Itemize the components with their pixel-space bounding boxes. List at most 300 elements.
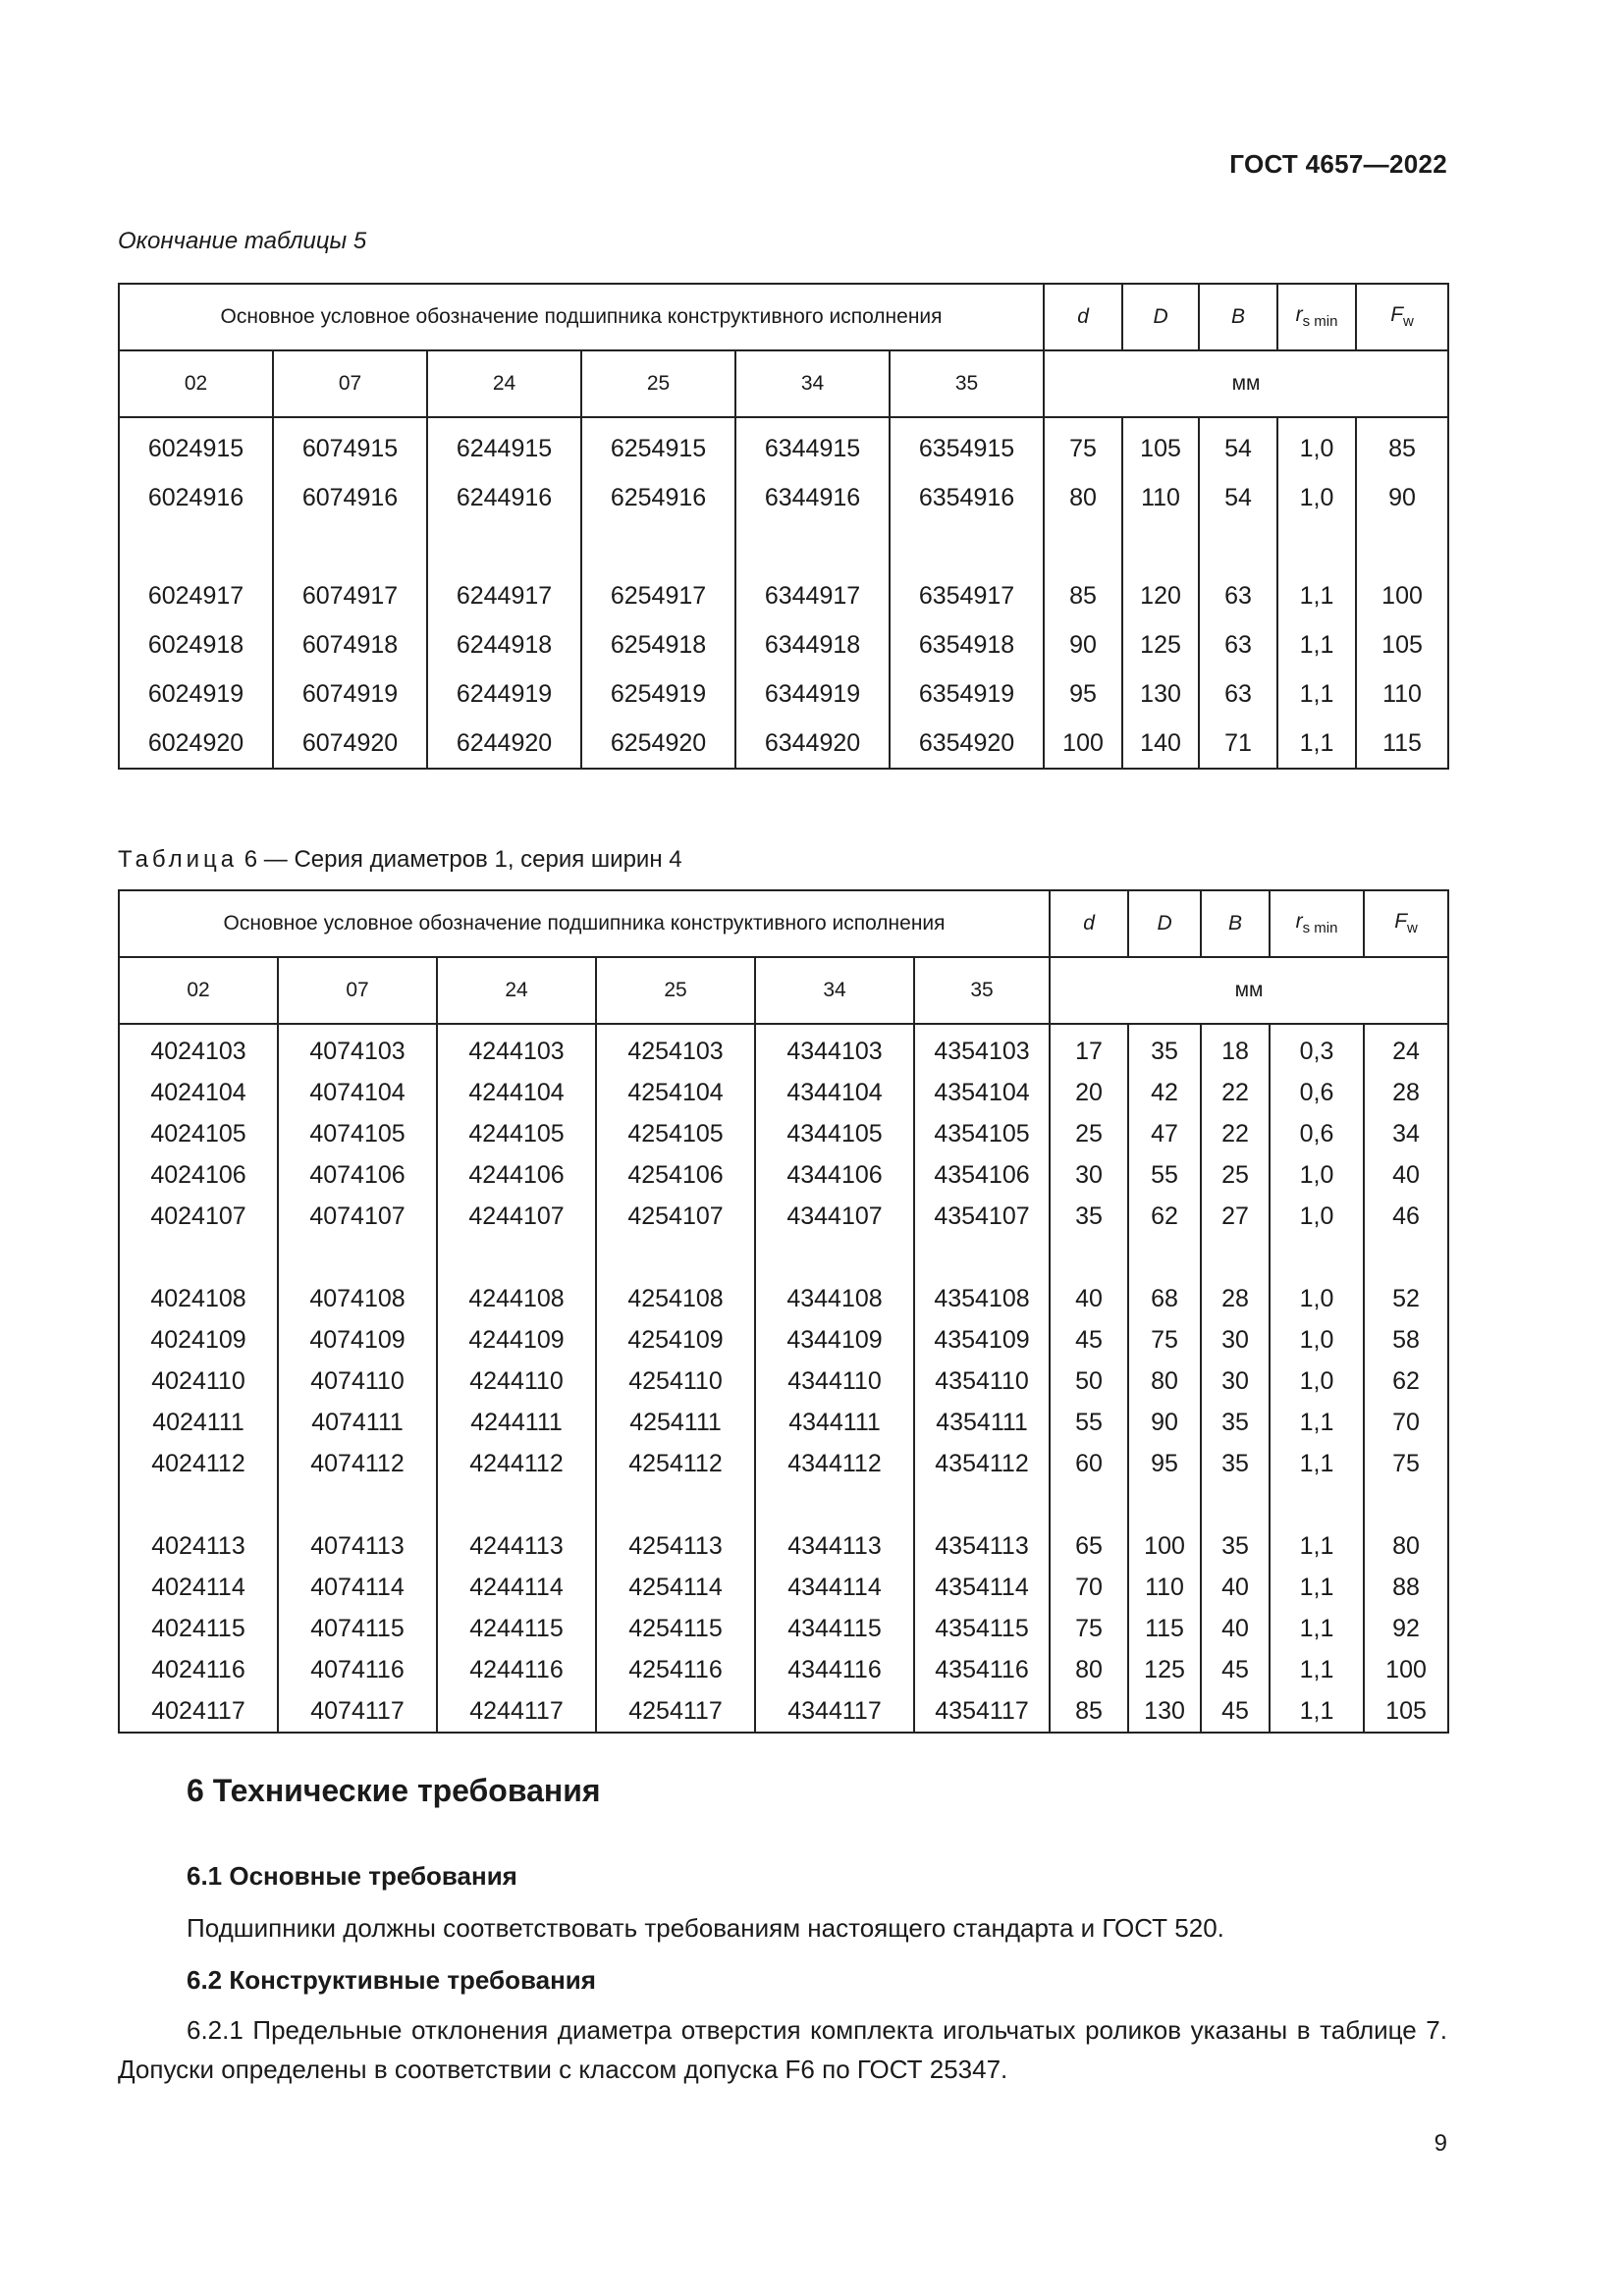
table-cell: 1,1 [1270,1649,1364,1690]
table-cell: 85 [1050,1690,1128,1733]
table6-body [119,1024,1448,1733]
table-cell: 1,1 [1270,1525,1364,1567]
table-cell: 4254112 [596,1443,755,1484]
table-cell: 6344915 [735,417,890,473]
table-cell: 1,1 [1270,1443,1364,1484]
table-cell-empty [755,1237,914,1278]
table-cell: 6244915 [427,417,581,473]
table6-variant-header: 35 [914,957,1050,1024]
table-cell-empty [273,522,427,571]
table-cell: 4074110 [278,1361,437,1402]
table-cell: 4254113 [596,1525,755,1567]
table-row [119,1402,1448,1443]
table-cell-empty [1270,1237,1364,1278]
table6-header-B: B [1201,890,1270,957]
table-cell: 4074116 [278,1649,437,1690]
table-cell: 46 [1364,1196,1448,1237]
table-cell: 100 [1364,1649,1448,1690]
table-row [119,669,1448,719]
table6-header-d: d [1050,890,1128,957]
table-cell: 4024107 [119,1196,278,1237]
table-cell: 4354106 [914,1154,1050,1196]
table-cell: 6244918 [427,620,581,669]
table-cell-empty [1201,1237,1270,1278]
table-cell: 4254109 [596,1319,755,1361]
table-cell: 4344106 [755,1154,914,1196]
table6-variant-header: 34 [755,957,914,1024]
table-cell-empty [596,1237,755,1278]
table-cell: 58 [1364,1319,1448,1361]
table-cell-empty [596,1484,755,1525]
table-cell-empty [1270,1484,1364,1525]
table-cell: 6074917 [273,571,427,620]
table-row [119,1072,1448,1113]
page-number: 9 [1434,2130,1447,2157]
table-cell: 4344115 [755,1608,914,1649]
table-cell: 125 [1128,1649,1201,1690]
table-cell: 6074918 [273,620,427,669]
table-cell: 92 [1364,1608,1448,1649]
table-cell: 6074915 [273,417,427,473]
table-cell: 6254917 [581,571,735,620]
table-cell: 1,1 [1277,669,1356,719]
table6-header-fw: $F_w$ [1364,890,1448,957]
table-cell-empty [1364,1237,1448,1278]
table-cell-empty [437,1484,596,1525]
table-cell: 1,1 [1270,1402,1364,1443]
table-row [119,571,1448,620]
table-cell: 140 [1122,719,1199,769]
table-cell: 63 [1199,620,1277,669]
table6-variant-header: 25 [596,957,755,1024]
table5-variant-header: 24 [427,350,581,417]
table-cell: 4344116 [755,1649,914,1690]
table-cell-empty [890,522,1044,571]
table-cell: 80 [1364,1525,1448,1567]
table-cell: 4244105 [437,1113,596,1154]
table-cell: 4254115 [596,1608,755,1649]
table-cell: 6024917 [119,571,273,620]
table-cell: 6254920 [581,719,735,769]
table-cell: 110 [1356,669,1448,719]
table-cell: 71 [1199,719,1277,769]
table-cell: 4074108 [278,1278,437,1319]
table-row [119,620,1448,669]
table-cell: 55 [1050,1402,1128,1443]
table-cell: 4074117 [278,1690,437,1733]
table-cell: 40 [1050,1278,1128,1319]
table-cell: 4354105 [914,1113,1050,1154]
table-cell: 75 [1050,1608,1128,1649]
table-cell: 4344109 [755,1319,914,1361]
table5-variant-header: 07 [273,350,427,417]
table-cell: 4354112 [914,1443,1050,1484]
table-cell: 4244107 [437,1196,596,1237]
table6-header-D: D [1128,890,1201,957]
table-cell: 4024114 [119,1567,278,1608]
table-row-spacer [119,1237,1448,1278]
table-cell: 6254919 [581,669,735,719]
table-cell: 4074107 [278,1196,437,1237]
table-cell: 6244920 [427,719,581,769]
table-cell-empty [1364,1484,1448,1525]
table-cell: 1,1 [1270,1608,1364,1649]
table-cell: 63 [1199,669,1277,719]
table-cell: 6244917 [427,571,581,620]
table-cell: 115 [1356,719,1448,769]
table-cell: 4244114 [437,1567,596,1608]
table-cell: 54 [1199,417,1277,473]
table-cell: 4244110 [437,1361,596,1402]
table-cell: 6074919 [273,669,427,719]
table-cell: 30 [1050,1154,1128,1196]
table-cell: 6344917 [735,571,890,620]
table-cell: 4074112 [278,1443,437,1484]
table-cell: 1,1 [1277,719,1356,769]
table-cell: 90 [1044,620,1122,669]
table-cell: 6354917 [890,571,1044,620]
table-cell: 17 [1050,1024,1128,1072]
table-cell: 1,0 [1270,1196,1364,1237]
table6-variant-header: 07 [278,957,437,1024]
table-cell: 105 [1364,1690,1448,1733]
table-cell: 4074113 [278,1525,437,1567]
table-cell: 4354116 [914,1649,1050,1690]
subsection-6-2-text: 6.2.1 Предельные отклонения диаметра отверстия комплекта игольчатых роликов указаны в таблице 7. Допуски определены в соответствии с классом допуска F6 по ГОСТ 25347. [118,2015,1447,2084]
table-cell: 80 [1044,473,1122,522]
table-cell: 35 [1201,1402,1270,1443]
table-cell-empty [914,1237,1050,1278]
table-cell: 1,1 [1277,620,1356,669]
table-cell: 6344918 [735,620,890,669]
table-cell: 52 [1364,1278,1448,1319]
table-cell: 47 [1128,1113,1201,1154]
table-row [119,1319,1448,1361]
table-cell: 6074920 [273,719,427,769]
table5-variant-header: 35 [890,350,1044,417]
table-cell-empty [1050,1237,1128,1278]
table6-caption [118,846,682,874]
table-cell: 40 [1364,1154,1448,1196]
table-cell: 62 [1364,1361,1448,1402]
table-cell: 50 [1050,1361,1128,1402]
table5 [118,283,1449,770]
table-cell: 18 [1201,1024,1270,1072]
table-cell: 45 [1201,1649,1270,1690]
table-row [119,719,1448,769]
table-cell-empty [278,1484,437,1525]
table-cell: 130 [1122,669,1199,719]
table-cell: 4244104 [437,1072,596,1113]
table-cell: 4024104 [119,1072,278,1113]
table5-caption: Окончание таблицы 5 [118,228,367,254]
table-cell: 90 [1356,473,1448,522]
table-cell: 42 [1128,1072,1201,1113]
table-cell: 6254916 [581,473,735,522]
table-cell: 0,6 [1270,1072,1364,1113]
table-cell: 4024109 [119,1319,278,1361]
table-cell: 95 [1044,669,1122,719]
table-cell: 125 [1122,620,1199,669]
table-cell: 4344114 [755,1567,914,1608]
table6-variant-header: 02 [119,957,278,1024]
table-cell: 4344111 [755,1402,914,1443]
table-cell: 4344108 [755,1278,914,1319]
table-cell-empty [1128,1237,1201,1278]
table-cell: 30 [1201,1361,1270,1402]
table-cell: 6024916 [119,473,273,522]
table-row [119,417,1448,473]
table-cell: 4244108 [437,1278,596,1319]
table-cell: 6354920 [890,719,1044,769]
table-row [119,1443,1448,1484]
table-cell-empty [735,522,890,571]
table-cell: 4344113 [755,1525,914,1567]
table-cell: 4254111 [596,1402,755,1443]
table-cell: 60 [1050,1443,1128,1484]
table-cell: 34 [1364,1113,1448,1154]
table-cell: 4344117 [755,1690,914,1733]
table-cell: 6024919 [119,669,273,719]
table-cell-empty [427,522,581,571]
table-cell: 70 [1050,1567,1128,1608]
table-cell-empty [1044,522,1122,571]
table-cell: 95 [1128,1443,1201,1484]
table-cell: 4344104 [755,1072,914,1113]
table6-header-main: Основное условное обозначение подшипника конструктивного исполнения [119,890,1050,957]
table5-header-main: Основное условное обозначение подшипника конструктивного исполнения [119,284,1044,350]
table-cell: 4074103 [278,1024,437,1072]
table-row-spacer [119,1484,1448,1525]
table-cell: 1,0 [1277,417,1356,473]
table-cell: 75 [1044,417,1122,473]
table-cell: 4254104 [596,1072,755,1113]
table-cell: 4024105 [119,1113,278,1154]
table-cell: 28 [1201,1278,1270,1319]
table-cell: 4344110 [755,1361,914,1402]
table-row [119,1113,1448,1154]
table-cell: 6254915 [581,417,735,473]
table-cell: 40 [1201,1567,1270,1608]
table-cell: 90 [1128,1402,1201,1443]
table-row [119,1196,1448,1237]
table5-header-D: D [1122,284,1199,350]
table-cell: 1,0 [1270,1361,1364,1402]
table-cell: 4024110 [119,1361,278,1402]
table-row [119,1525,1448,1567]
table-cell: 85 [1356,417,1448,473]
table-cell: 4074115 [278,1608,437,1649]
table-cell-empty [755,1484,914,1525]
table-cell: 1,0 [1270,1154,1364,1196]
table5-header-d: d [1044,284,1122,350]
table-cell: 4254114 [596,1567,755,1608]
table-cell: 4254103 [596,1024,755,1072]
table-cell-empty [119,1484,278,1525]
table-cell: 4074105 [278,1113,437,1154]
table-cell-empty [914,1484,1050,1525]
table-cell: 4354115 [914,1608,1050,1649]
table-cell: 6344919 [735,669,890,719]
table-cell: 100 [1044,719,1122,769]
table-cell: 40 [1201,1608,1270,1649]
table-cell: 63 [1199,571,1277,620]
table-cell-empty [581,522,735,571]
table-cell: 4254117 [596,1690,755,1733]
table-cell: 4354117 [914,1690,1050,1733]
table-cell: 54 [1199,473,1277,522]
table-cell: 55 [1128,1154,1201,1196]
table-cell: 6074916 [273,473,427,522]
table-cell: 1,0 [1270,1278,1364,1319]
table-cell: 68 [1128,1278,1201,1319]
table-cell: 130 [1128,1690,1201,1733]
table-cell: 4354108 [914,1278,1050,1319]
table-cell: 1,1 [1277,571,1356,620]
table-cell-empty [119,522,273,571]
table-cell: 85 [1044,571,1122,620]
table-cell: 24 [1364,1024,1448,1072]
table-cell-empty [1277,522,1356,571]
table-cell: 115 [1128,1608,1201,1649]
table-cell: 4074114 [278,1567,437,1608]
table5-body [119,417,1448,769]
table-cell-empty [1201,1484,1270,1525]
table-cell: 6024915 [119,417,273,473]
subsection-6-1-text: Подшипники должны соответствовать требованиям настоящего стандарта и ГОСТ 520. [187,1913,1224,1943]
table-cell: 35 [1201,1525,1270,1567]
table-cell: 4344107 [755,1196,914,1237]
table-cell: 4024112 [119,1443,278,1484]
table-cell: 4354109 [914,1319,1050,1361]
table-row [119,1690,1448,1733]
table-cell: 6354915 [890,417,1044,473]
table-cell: 4354111 [914,1402,1050,1443]
table-cell: 110 [1122,473,1199,522]
table-cell: 4074106 [278,1154,437,1196]
table-cell: 4354104 [914,1072,1050,1113]
table-cell: 75 [1364,1443,1448,1484]
table-cell: 25 [1050,1113,1128,1154]
table-cell: 100 [1128,1525,1201,1567]
table-cell: 6024920 [119,719,273,769]
table5-header-B: B [1199,284,1277,350]
table-cell: 6024918 [119,620,273,669]
table-cell: 6344920 [735,719,890,769]
table-row-spacer [119,522,1448,571]
table-cell: 27 [1201,1196,1270,1237]
table-cell: 4244115 [437,1608,596,1649]
table-cell: 1,1 [1270,1567,1364,1608]
table-cell: 35 [1128,1024,1201,1072]
table-row [119,1608,1448,1649]
table-cell: 4024115 [119,1608,278,1649]
document-id: ГОСТ 4657—2022 [1229,149,1447,179]
table-cell: 4354110 [914,1361,1050,1402]
table-cell-empty [278,1237,437,1278]
table-cell: 22 [1201,1072,1270,1113]
table-cell: 65 [1050,1525,1128,1567]
table-cell: 4354103 [914,1024,1050,1072]
table-cell: 4354107 [914,1196,1050,1237]
table5-variant-header: 02 [119,350,273,417]
table-cell: 4244116 [437,1649,596,1690]
table5-header-rs: $r_{s min}$ [1277,284,1356,350]
table-cell: 105 [1122,417,1199,473]
table-cell: 4244112 [437,1443,596,1484]
table-cell: 30 [1201,1319,1270,1361]
table-cell: 6354916 [890,473,1044,522]
table-cell: 4244117 [437,1690,596,1733]
table-cell: 4024106 [119,1154,278,1196]
table-cell: 45 [1050,1319,1128,1361]
table-cell: 35 [1050,1196,1128,1237]
subsection-6-2-title: 6.2 Конструктивные требования [187,1965,596,1995]
table-cell: 1,1 [1270,1690,1364,1733]
table-cell: 6244916 [427,473,581,522]
table-cell: 4244113 [437,1525,596,1567]
table-cell: 6354919 [890,669,1044,719]
table-cell: 1,0 [1277,473,1356,522]
table-row [119,1154,1448,1196]
section-title: 6 Технические требования [187,1773,601,1808]
table-cell: 88 [1364,1567,1448,1608]
table-cell: 4254106 [596,1154,755,1196]
table-cell-empty [119,1237,278,1278]
table-cell: 4024113 [119,1525,278,1567]
table-cell: 4244109 [437,1319,596,1361]
table-cell: 4344103 [755,1024,914,1072]
table6 [118,889,1449,1734]
table6-variant-header: 24 [437,957,596,1024]
table-cell: 4244103 [437,1024,596,1072]
table-cell: 45 [1201,1690,1270,1733]
table-cell: 4244111 [437,1402,596,1443]
table-cell: 4254107 [596,1196,755,1237]
table-cell: 120 [1122,571,1199,620]
table-cell: 75 [1128,1319,1201,1361]
table-cell-empty [437,1237,596,1278]
table-cell: 4254116 [596,1649,755,1690]
table-cell: 35 [1201,1443,1270,1484]
table-cell: 4254108 [596,1278,755,1319]
table-cell: 4024116 [119,1649,278,1690]
table5-variant-header: 25 [581,350,735,417]
table-cell: 4244106 [437,1154,596,1196]
table-row [119,1361,1448,1402]
table-cell: 4024103 [119,1024,278,1072]
table-cell: 4074109 [278,1319,437,1361]
table-cell: 80 [1050,1649,1128,1690]
table6-header-rs: $r_{s min}$ [1270,890,1364,957]
table-row [119,1024,1448,1072]
table5-unit: мм [1044,350,1448,417]
table-cell: 4074111 [278,1402,437,1443]
subsection-6-1-title: 6.1 Основные требования [187,1861,517,1891]
table-cell: 110 [1128,1567,1201,1608]
table-cell: 1,0 [1270,1319,1364,1361]
table-cell: 105 [1356,620,1448,669]
table-cell: 100 [1356,571,1448,620]
table-cell: 4024117 [119,1690,278,1733]
table6-caption-text: 6 — Серия диаметров 1, серия ширин 4 [244,846,682,873]
table-row [119,1278,1448,1319]
table-cell: 80 [1128,1361,1201,1402]
table-cell-empty [1356,522,1448,571]
table6-unit: мм [1050,957,1448,1024]
table-cell: 28 [1364,1072,1448,1113]
table5-variant-header: 34 [735,350,890,417]
